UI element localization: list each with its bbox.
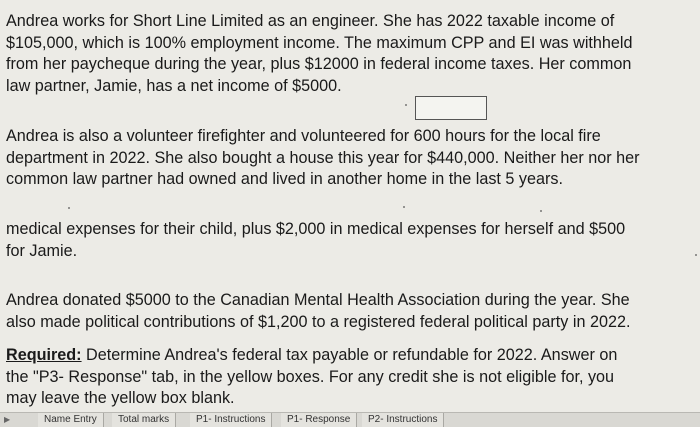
answer-input-box[interactable] xyxy=(415,96,487,120)
tab-p1-response[interactable]: P1- Response xyxy=(281,413,357,427)
text-line: Andrea works for Short Line Limited as an engineer. She has 2022 taxable income of xyxy=(6,12,615,30)
text-line: from her paycheque during the year, plus $12000 in federal income taxes. Her common xyxy=(6,55,632,73)
text-line: department in 2022. She also bought a house this year for $440,000. Neither her nor her xyxy=(6,148,640,167)
paragraph-donations xyxy=(6,290,631,333)
tab-p1-instructions[interactable]: P1- Instructions xyxy=(190,413,272,427)
dust-speck xyxy=(405,104,407,106)
dust-speck xyxy=(695,254,697,256)
dust-speck xyxy=(403,206,405,208)
dust-speck xyxy=(68,207,70,209)
text-line: also made political contributions of $1,200 to a registered federal political party in 2022. xyxy=(6,312,631,331)
paragraph-employment xyxy=(6,11,633,97)
text-line: Determine Andrea's federal tax payable or refundable for 2022. Answer on xyxy=(81,346,618,364)
tab-total-marks[interactable]: Total marks xyxy=(112,413,176,427)
scroll-right-icon[interactable]: ▶ xyxy=(4,415,11,424)
text-line: $105,000, which is 100% employment income. The maximum CPP and EI was withheld xyxy=(6,33,633,52)
text-line: common law partner had owned and lived in another home in the last 5 years. xyxy=(6,170,563,188)
text-line: medical expenses for their child, plus $2,000 in medical expenses for herself and $500 xyxy=(6,220,626,238)
text-line: the "P3- Response" tab, in the yellow boxes. For any credit she is not eligible for, you xyxy=(6,367,615,386)
paragraph-required xyxy=(6,345,617,410)
sheet-tab-bar xyxy=(0,412,700,427)
text-line: may leave the yellow box blank. xyxy=(6,389,235,407)
required-label: Required: xyxy=(6,346,82,364)
paragraph-volunteer-home xyxy=(6,126,640,191)
dust-speck xyxy=(540,210,542,212)
text-line: Andrea donated $5000 to the Canadian Mental Health Association during the year. She xyxy=(6,291,630,309)
tab-p2-instructions[interactable]: P2- Instructions xyxy=(362,413,444,427)
tab-name-entry[interactable]: Name Entry xyxy=(38,413,104,427)
paragraph-medical xyxy=(6,219,625,262)
text-line: law partner, Jamie, has a net income of $5000. xyxy=(6,76,342,95)
text-line: Andrea is also a volunteer firefighter and volunteered for 600 hours for the local fire xyxy=(6,127,601,145)
text-line: for Jamie. xyxy=(6,241,78,260)
